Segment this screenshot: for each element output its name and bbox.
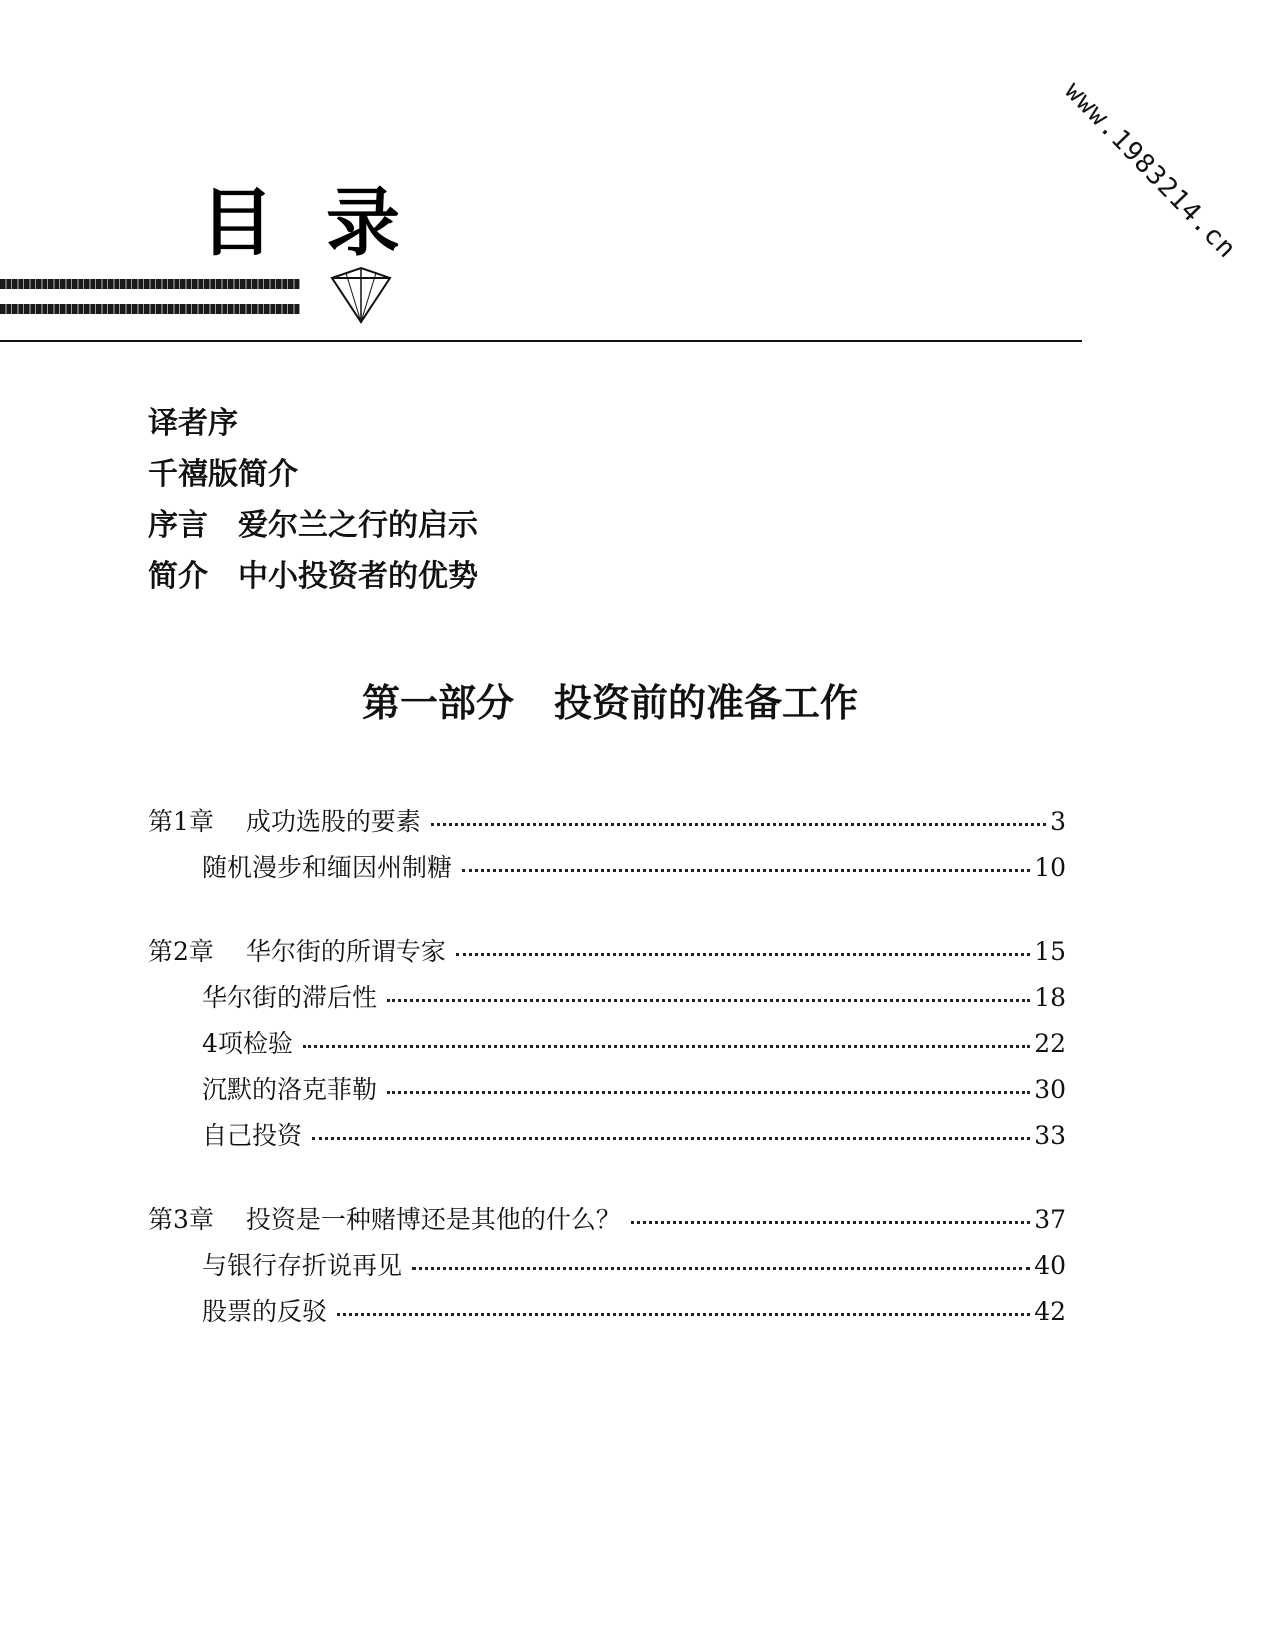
decorative-bar-bottom [0,304,300,314]
dot-leader [387,1081,1030,1094]
dot-leader [456,943,1030,956]
chapter-number: 第3章 [148,1205,214,1234]
dot-leader [387,989,1030,1002]
page-number: 3 [1050,807,1066,836]
toc-section[interactable] [202,848,1066,888]
page-title: 目录 [200,180,452,266]
front-matter-title: 爱尔兰之行的启示 [238,508,478,543]
dot-leader [303,1035,1030,1048]
chapter-number: 第2章 [148,937,214,966]
front-matter-list [148,398,478,602]
part-number: 第一部分 [361,681,514,725]
page-number: 42 [1034,1297,1066,1326]
section-title: 华尔街的滞后性 [202,983,378,1012]
front-matter-title: 中小投资者的优势 [238,559,478,594]
front-matter-item[interactable] [148,551,478,602]
front-matter-title: 译者序 [148,406,238,441]
chapter-number: 第1章 [148,807,214,836]
section-title: 4项检验 [202,1029,293,1058]
toc-section[interactable] [202,1246,1066,1286]
dot-leader [631,1211,1030,1224]
toc-section[interactable] [202,1070,1066,1110]
dot-leader [412,1257,1030,1270]
toc-section[interactable] [202,1024,1066,1064]
page-number: 30 [1034,1075,1066,1104]
page-number: 37 [1034,1205,1066,1234]
chapter-title: 华尔街的所谓专家 [245,937,446,966]
section-title: 自己投资 [202,1121,303,1150]
part-heading [0,672,1220,727]
toc-chapter-1[interactable] [148,802,1066,842]
page-number: 18 [1034,983,1066,1012]
toc-chapter-3[interactable] [148,1200,1066,1240]
dot-leader [312,1127,1030,1140]
toc-section[interactable] [202,1116,1066,1156]
front-matter-title: 千禧版简介 [148,457,298,492]
header-divider [0,340,1082,342]
toc-section[interactable] [202,978,1066,1018]
decorative-bar-top [0,279,300,289]
section-title: 沉默的洛克菲勒 [202,1075,378,1104]
toc-chapter-2[interactable] [148,932,1066,972]
chapter-title: 成功选股的要素 [245,807,421,836]
page-number: 22 [1034,1029,1066,1058]
dot-leader [431,813,1046,826]
chapter-title: 投资是一种赌博还是其他的什么？ [245,1205,621,1234]
section-title: 随机漫步和缅因州制糖 [202,853,453,882]
front-matter-item[interactable] [148,449,478,500]
section-title: 股票的反驳 [202,1297,328,1326]
page-number: 40 [1034,1251,1066,1280]
page-number: 10 [1034,853,1066,882]
front-matter-prefix: 序言 [148,508,208,543]
section-title: 与银行存折说再见 [202,1251,403,1280]
front-matter-item[interactable] [148,500,478,551]
page-number: 33 [1034,1121,1066,1150]
diamond-icon [328,264,394,326]
front-matter-item[interactable] [148,398,478,449]
toc-section[interactable] [202,1292,1066,1332]
front-matter-prefix: 简介 [148,559,208,594]
part-title: 投资前的准备工作 [554,681,859,725]
watermark-url: www.1983214.cn [1058,76,1242,265]
dot-leader [337,1303,1030,1316]
page-number: 15 [1034,937,1066,966]
dot-leader [462,859,1030,872]
